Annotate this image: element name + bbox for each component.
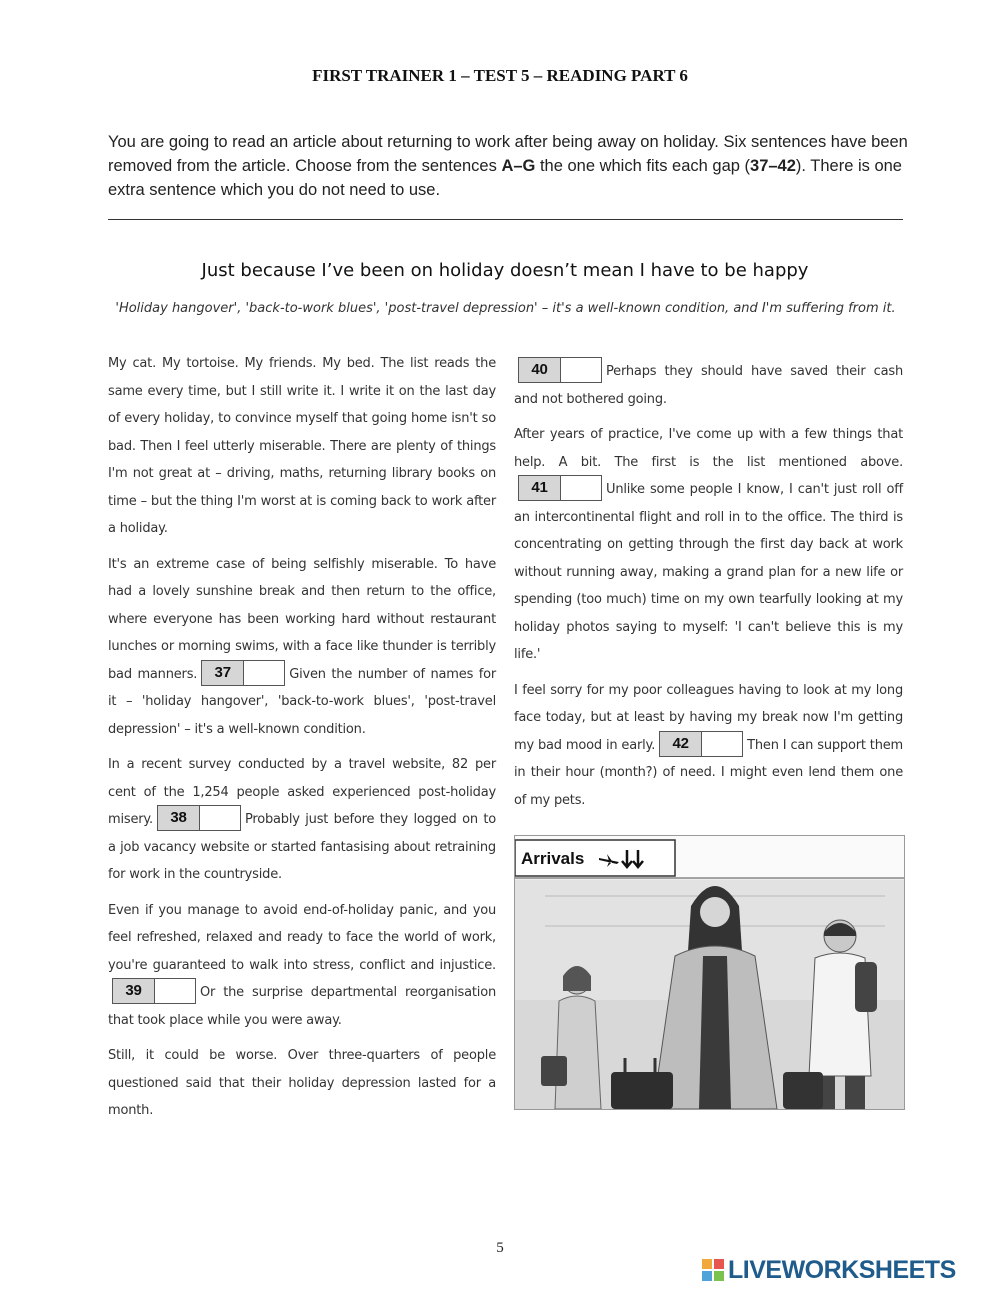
article-right-column bbox=[514, 358, 903, 822]
article-title: Just because I’ve been on holiday doesn’t mean I have to be happy bbox=[201, 260, 809, 281]
paragraph-2-before: It's an extreme case of being selfishly miserable. To have had a lovely sunshine break and then return to the office, where everyone has been working hard without restaurant lunches or morning swims, with a face like thunder is terribly bad manners. bbox=[108, 556, 496, 682]
instructions-letters: A–G bbox=[501, 157, 536, 175]
airport-arrivals-illustration bbox=[514, 835, 905, 1110]
illustration-drawing bbox=[515, 836, 904, 1109]
gap-39-number: 39 bbox=[113, 979, 155, 1003]
gap-40-box[interactable] bbox=[518, 357, 602, 383]
gap-42-number: 42 bbox=[660, 732, 702, 756]
gap-38-number: 38 bbox=[158, 806, 200, 830]
gap-40-number: 40 bbox=[519, 358, 561, 382]
article-subtitle: 'Holiday hangover', 'back-to-work blues', 'post-travel depression' – it's a well-known condition, and I'm suffering from it. bbox=[115, 301, 896, 316]
liveworksheets-logo-icon bbox=[702, 1259, 724, 1281]
paragraph-6-after: Unlike some people I know, I can't just roll off an intercontinental flight and roll in to the office. The third is concentrating on getting through the first day back at work without running away, making a grand plan for a new life or spending (too much) time on my own tearfully looking at my holiday photos saying to myself: 'I can't believe this is my life.' bbox=[514, 482, 903, 662]
instructions-part3: ). There is one extra sentence which you do not need to use. bbox=[108, 157, 902, 199]
paragraph-5-continued bbox=[514, 358, 903, 413]
document-header: FIRST TRAINER 1 – TEST 5 – READING PART 6 bbox=[312, 66, 688, 85]
paragraph-2-after: Given the number of names for it – 'holiday hangover', 'back-to-work blues', 'post-travel depression' – it's a well-known condition. bbox=[108, 666, 496, 737]
gap-38-answer-field[interactable] bbox=[200, 806, 240, 830]
gap-37-number: 37 bbox=[202, 661, 244, 685]
paragraph-6 bbox=[514, 421, 903, 669]
gap-41-box[interactable] bbox=[518, 475, 602, 501]
divider bbox=[108, 219, 903, 220]
gap-39-box[interactable] bbox=[112, 978, 196, 1004]
paragraph-4 bbox=[108, 897, 496, 1035]
instructions bbox=[108, 130, 908, 202]
paragraph-7-after: Then I can support them in their hour (month?) of need. I might even lend them one of my pets. bbox=[514, 737, 903, 808]
liveworksheets-logo-text: LIVEWORKSHEETS bbox=[728, 1255, 956, 1284]
gap-39-answer-field[interactable] bbox=[155, 979, 195, 1003]
paragraph-2 bbox=[108, 551, 496, 744]
gap-41-answer-field[interactable] bbox=[561, 476, 601, 500]
gap-40-answer-field[interactable] bbox=[561, 358, 601, 382]
paragraph-1: My cat. My tortoise. My friends. My bed. The list reads the same every time, but I still write it. I write it on the last day of every holiday, to convince myself that going home isn't so bad. Then I feel utterly miserable. There are plenty of things I'm not great at – driving, maths, returning library books on time – but the thing I'm worst at is coming back to work after a holiday. bbox=[108, 356, 496, 536]
paragraph-7 bbox=[514, 677, 903, 815]
gap-42-box[interactable] bbox=[659, 731, 743, 757]
arrivals-sign-text: Arrivals bbox=[521, 849, 585, 868]
instructions-part1: You are going to read an article about returning to work after being away on holiday. Six sentences have been removed from the article. Choose from the sentences bbox=[108, 133, 908, 175]
paragraph-5-after: Perhaps they should have saved their cash and not bothered going. bbox=[514, 364, 903, 407]
instructions-part2: the one which fits each gap ( bbox=[535, 157, 751, 175]
gap-41-number: 41 bbox=[519, 476, 561, 500]
paragraph-3 bbox=[108, 751, 496, 889]
paragraph-7-before: I feel sorry for my poor colleagues having to look at my long face today, but at least by having my break now I'm getting my bad mood in early. bbox=[514, 682, 903, 753]
instructions-range: 37–42 bbox=[750, 157, 796, 175]
gap-42-answer-field[interactable] bbox=[702, 732, 742, 756]
liveworksheets-logo[interactable] bbox=[702, 1257, 956, 1283]
paragraph-3-before: In a recent survey conducted by a travel website, 82 per cent of the 1,254 people asked experienced post-holiday misery. bbox=[108, 757, 496, 827]
page-number: 5 bbox=[496, 1240, 504, 1256]
paragraph-4-after: Or the surprise departmental reorganisation that took place while you were away. bbox=[108, 985, 496, 1028]
paragraph-5 bbox=[108, 1042, 496, 1125]
gap-37-answer-field[interactable] bbox=[244, 661, 284, 685]
article-left-column bbox=[108, 350, 496, 1133]
paragraph-4-before: Even if you manage to avoid end-of-holiday panic, and you feel refreshed, relaxed and ready to face the world of work, you're guaranteed to walk into stress, conflict and injustice. bbox=[108, 902, 496, 973]
gap-37-box[interactable] bbox=[201, 660, 285, 686]
paragraph-5-before: Still, it could be worse. Over three-quarters of people questioned said that their holiday depression lasted for a month. bbox=[108, 1048, 496, 1118]
gap-38-box[interactable] bbox=[157, 805, 241, 831]
paragraph-3-after: Probably just before they logged on to a job vacancy website or started fantasising about retraining for work in the countryside. bbox=[108, 812, 496, 882]
paragraph-6-before: After years of practice, I've come up with a few things that help. A bit. The first is the list mentioned above. bbox=[514, 427, 903, 470]
